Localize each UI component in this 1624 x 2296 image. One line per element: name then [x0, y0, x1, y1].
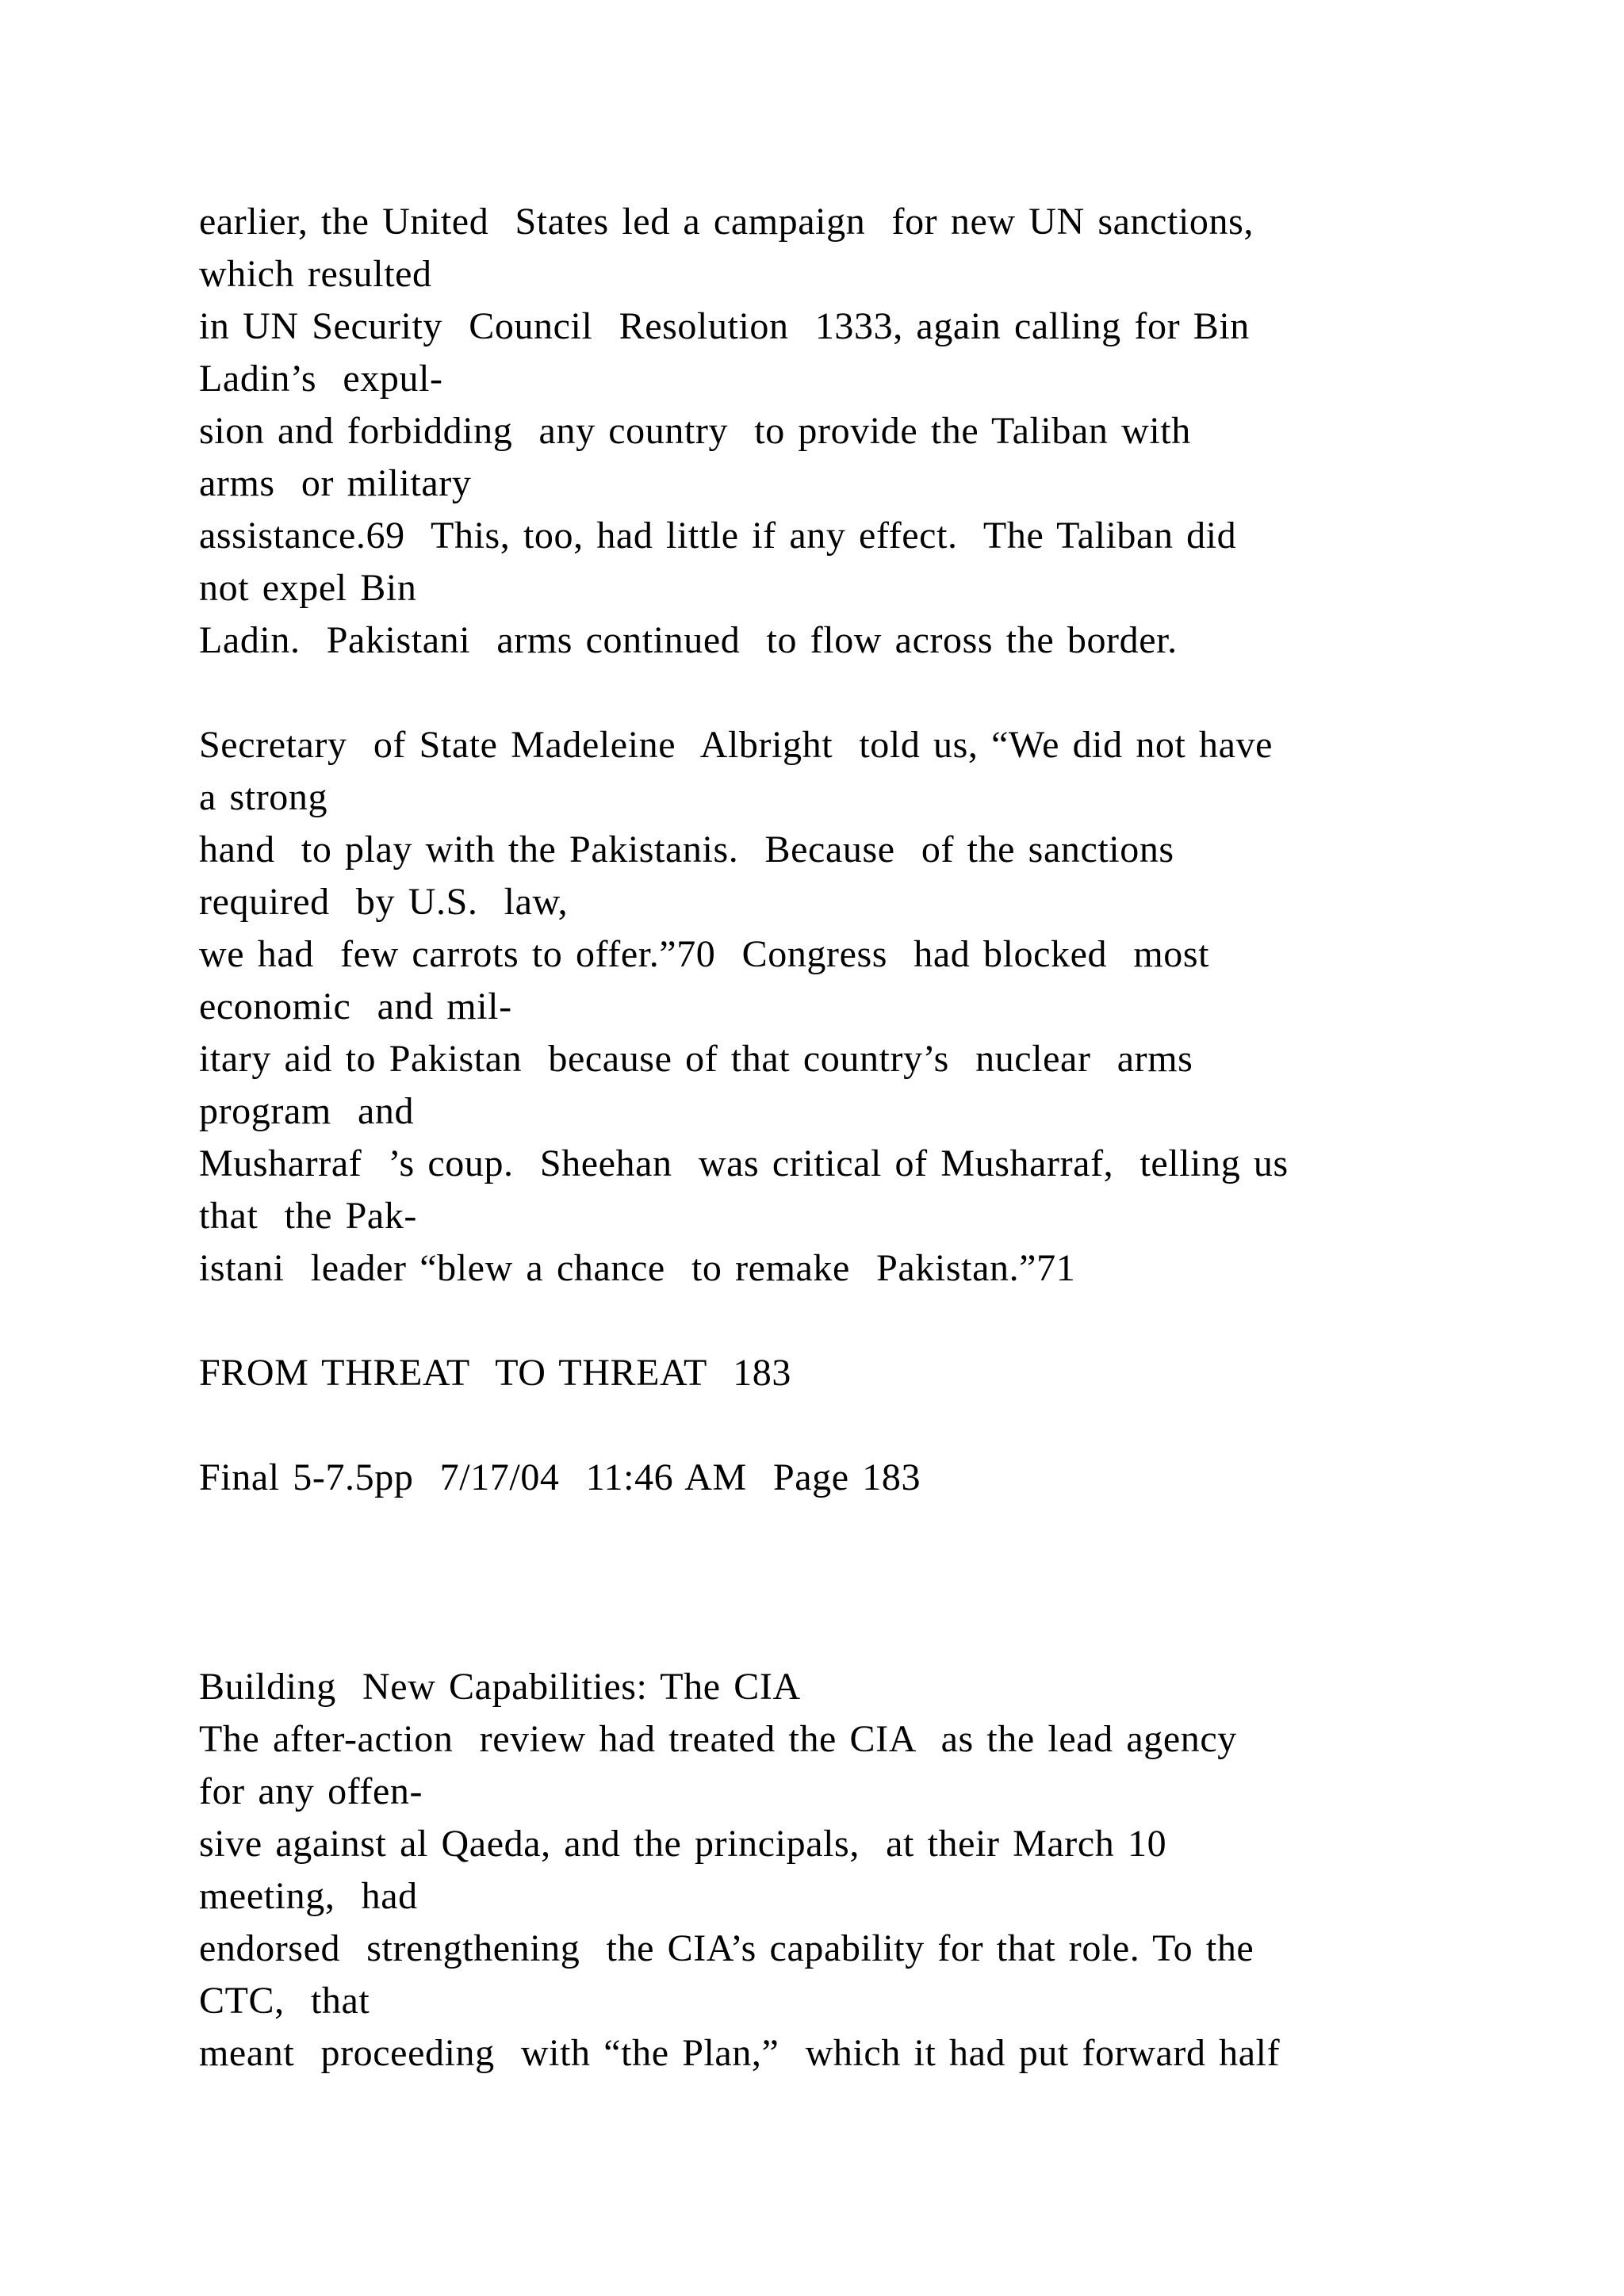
- body-text-line: which resulted: [199, 253, 432, 295]
- body-text-line: not expel Bin: [199, 567, 417, 609]
- body-text-line: Secretary of State Madeleine Albright told us, “We did not have: [199, 724, 1274, 766]
- body-text-line: hand to play with the Pakistanis. Because of the sanctions: [199, 828, 1174, 871]
- body-text-line: istani leader “blew a chance to remake Pakistan.”71: [199, 1247, 1076, 1289]
- body-text-line: The after-action review had treated the CIA as the lead agency: [199, 1718, 1237, 1760]
- body-text-line: required by U.S. law,: [199, 881, 569, 923]
- running-footer: FROM THREAT TO THREAT 183: [199, 1352, 792, 1394]
- body-text-line: that the Pak-: [199, 1195, 418, 1237]
- body-text-line: sive against al Qaeda, and the principals, at their March 10: [199, 1823, 1167, 1865]
- body-text-line: we had few carrots to offer.”70 Congress had blocked most: [199, 933, 1210, 975]
- body-text-line: Ladin’s expul-: [199, 358, 443, 400]
- body-text-line: in UN Security Council Resolution 1333, again calling for Bin: [199, 305, 1250, 347]
- body-text-line: sion and forbidding any country to provide the Taliban with: [199, 410, 1191, 452]
- body-text-line: Musharraf ’s coup. Sheehan was critical of Musharraf, telling us: [199, 1142, 1289, 1184]
- body-text-line: a strong: [199, 776, 328, 818]
- body-text-line: economic and mil-: [199, 985, 512, 1027]
- print-slug: Final 5-7.5pp 7/17/04 11:46 AM Page 183: [199, 1456, 921, 1498]
- body-text-line: for any offen-: [199, 1770, 423, 1812]
- body-text-line: endorsed strengthening the CIA’s capability for that role. To the: [199, 1927, 1254, 1969]
- body-text-line: meeting, had: [199, 1875, 418, 1917]
- body-text-line: earlier, the United States led a campaign for new UN sanctions,: [199, 201, 1254, 243]
- body-text-line: program and: [199, 1090, 415, 1132]
- body-text-line: arms or military: [199, 462, 472, 504]
- body-text-line: meant proceeding with “the Plan,” which it had put forward half: [199, 2032, 1281, 2074]
- section-heading: Building New Capabilities: The CIA: [199, 1666, 801, 1708]
- body-text-line: itary aid to Pakistan because of that country’s nuclear arms: [199, 1038, 1193, 1080]
- body-text-line: Ladin. Pakistani arms continued to flow across the border.: [199, 619, 1178, 661]
- body-text-line: assistance.69 This, too, had little if any effect. The Taliban did: [199, 515, 1237, 557]
- body-text-line: CTC, that: [199, 1980, 370, 2022]
